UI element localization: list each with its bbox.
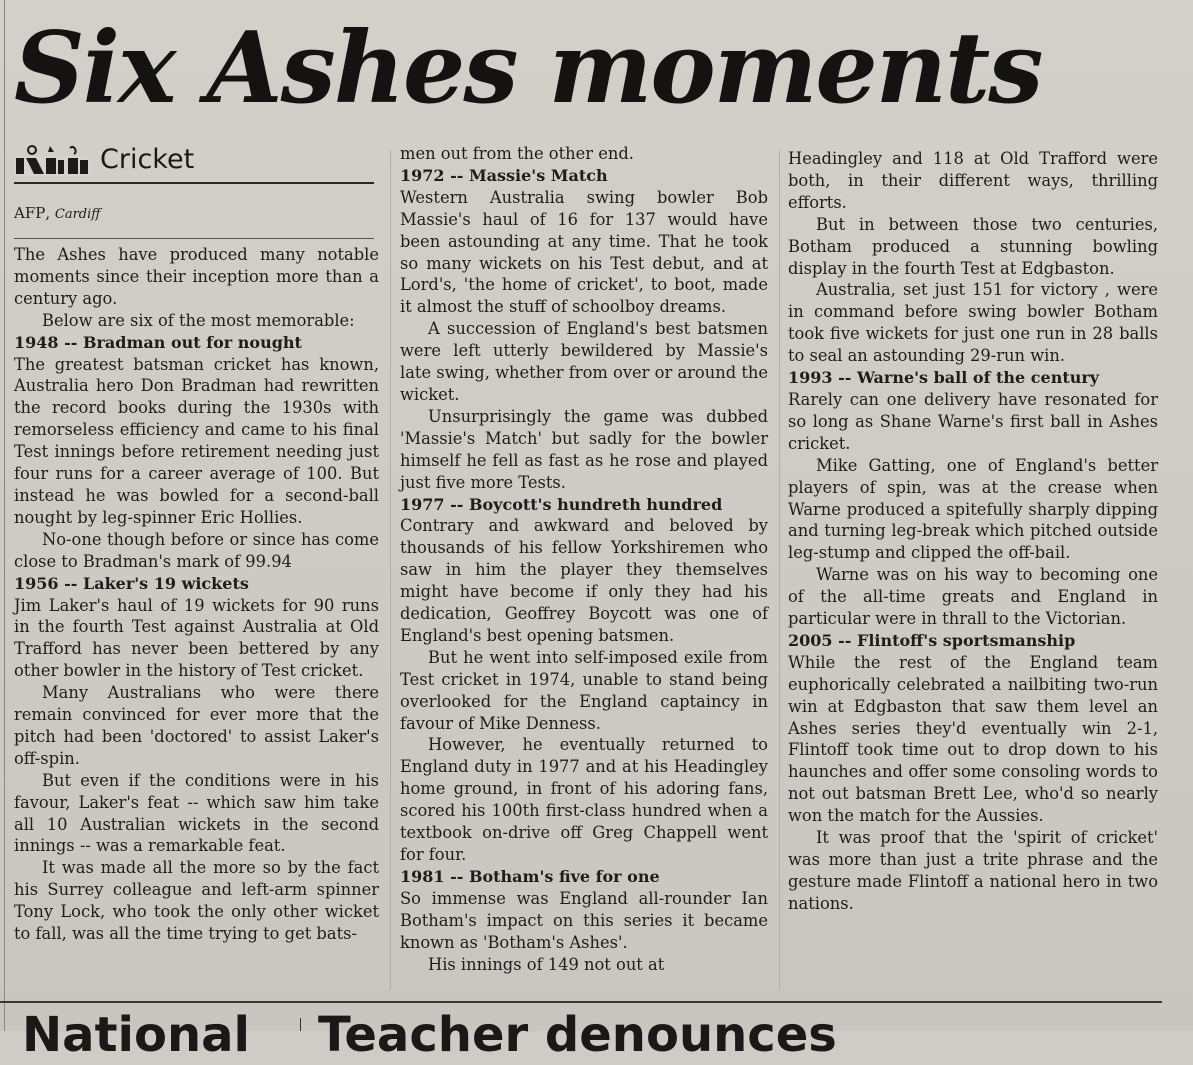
paragraph: men out from the other end. [400,144,634,163]
byline-agency: AFP [14,204,46,222]
column-1-text [14,244,379,945]
paragraph: Mike Gatting, one of England's better players of spin, was at the crease when Warne produced a spitefully sharply dipping and turning leg-break which pitched outside leg-stump and clipped the off-bail. [788,455,1158,563]
subheading: 1948 -- Bradman out for nought [14,332,302,352]
paragraph: So immense was England all-rounder Ian Botham's impact on this series it became known as 'Botham's Ashes'. [400,888,768,952]
paragraph: While the rest of the England team euphorically celebrated a nailbiting two-run win at Edgbaston that saw them level an Ashes series they'd eventually win 2-1, Flintoff took time out to drop down to his haunches and offer some consoling words to not out batsman Brett Lee, who'd so nearly won the match for the Aussies. [788,652,1158,826]
paragraph: Warne was on his way to becoming one of the all-time greats and England in particular were in thrall to the Victorian. [788,565,1158,629]
next-article-divider [300,1018,301,1031]
column-1 [14,0,379,1000]
section-tag [14,140,374,184]
paragraph: Rarely can one delivery have resonated for so long as Shane Warne's first ball in Ashes cricket. [788,389,1158,453]
byline: AFP, Cardiff [14,198,374,239]
subheading: 1972 -- Massie's Match [400,165,608,185]
subheading: 1956 -- Laker's 19 wickets [14,573,249,593]
paragraph: But he went into self-imposed exile from Test cricket in 1974, unable to stand being overlooked for the England captaincy in favour of Mike Denness. [400,647,768,733]
column-divider [390,150,391,990]
paragraph: A succession of England's best batsmen were left utterly bewildered by Massie's late swing, whether from over or around the wicket. [400,319,768,404]
next-article-headline-left: National [22,1007,250,1063]
subheading: 2005 -- Flintoff's sportsmanship [788,630,1076,650]
column-2 [400,0,768,1000]
next-article-headline-right: Teacher denounces [318,1007,837,1063]
bottom-rule [0,1001,1162,1003]
cricket-logo-icon [14,144,92,176]
paragraph: It was made all the more so by the fact his Surrey colleague and left-arm spinner Tony Lock, who took the only other wicket to fall, was all the time trying to get bats- [14,858,379,944]
paragraph: Headingley and 118 at Old Trafford were both, in their different ways, thrilling efforts. [788,149,1158,212]
paragraph: The Ashes have produced many notable moments since their inception more than a century ago. [14,245,379,308]
paragraph: Below are six of the most memorable: [42,310,355,330]
subheading: 1993 -- Warne's ball of the century [788,368,1100,388]
paragraph: Jim Laker's haul of 19 wickets for 90 runs in the fourth Test against Australia at Old Trafford has never been bettered by any other bowler in the history of Test cricket. [14,595,379,681]
subheading: 1977 -- Boycott's hundreth hundred [400,494,723,514]
paragraph: But in between those two centuries, Botham produced a stunning bowling display in the fourth Test at Edgbaston. [788,214,1158,278]
column-3-text [788,148,1158,915]
paragraph: Unsurprisingly the game was dubbed 'Massie's Match' but sadly for the bowler himself he fell as fast as he rose and played just five more Tests. [400,406,768,492]
paragraph: Australia, set just 151 for victory , were in command before swing bowler Botham took five wickets for just one run in 28 balls to seal an astounding 29-run win. [788,280,1158,366]
section-label: Cricket [100,144,195,175]
byline-place: Cardiff [54,207,101,222]
paragraph: Western Australia swing bowler Bob Massie's haul of 16 for 137 would have been astounding at any time. That he took so many wickets on his Test debut, and at Lord's, 'the home of cricket', to boot, made it almost the stuff of schoolboy dreams. [400,187,768,317]
column-divider [779,150,780,990]
paragraph: However, he eventually returned to England duty in 1977 and at his Headingley home ground, in front of his adoring fans, scored his 100th first-class hundred when a textbook on-drive off Greg Chappell went for four. [400,735,768,864]
paragraph: It was proof that the 'spirit of cricket' was more than just a trite phrase and the gesture made Flintoff a national hero in two nations. [788,828,1158,913]
column-2-text [400,143,768,975]
paragraph: No-one though before or since has come close to Bradman's mark of 99.94 [14,529,379,571]
paragraph: Many Australians who were there remain convinced for ever more that the pitch had been 'doctored' to assist Laker's off-spin. [14,683,379,768]
paragraph: But even if the conditions were in his favour, Laker's feat -- which saw him take all 10 Australian wickets in the second innings -- was a remarkable feat. [14,770,379,856]
headline: Six Ashes moments [14,11,1042,126]
paragraph: Contrary and awkward and beloved by thousands of his fellow Yorkshiremen who saw in him the player they themselves might have become if only they had his dedication, Geoffrey Boycott was one of England's best opening batsmen. [400,516,768,645]
column-3 [788,0,1158,1000]
page-edge [4,0,5,1031]
subheading: 1981 -- Botham's five for one [400,866,660,886]
paragraph: His innings of 149 not out at [428,954,665,974]
paragraph: The greatest batsman cricket has known, Australia hero Don Bradman had rewritten the record books during the 1930s with remorseless efficiency and came to his final Test innings before retirement needing just four runs for a career average of 100. But instead he was bowled for a second-ball nought by leg-spinner Eric Hollies. [14,354,379,527]
